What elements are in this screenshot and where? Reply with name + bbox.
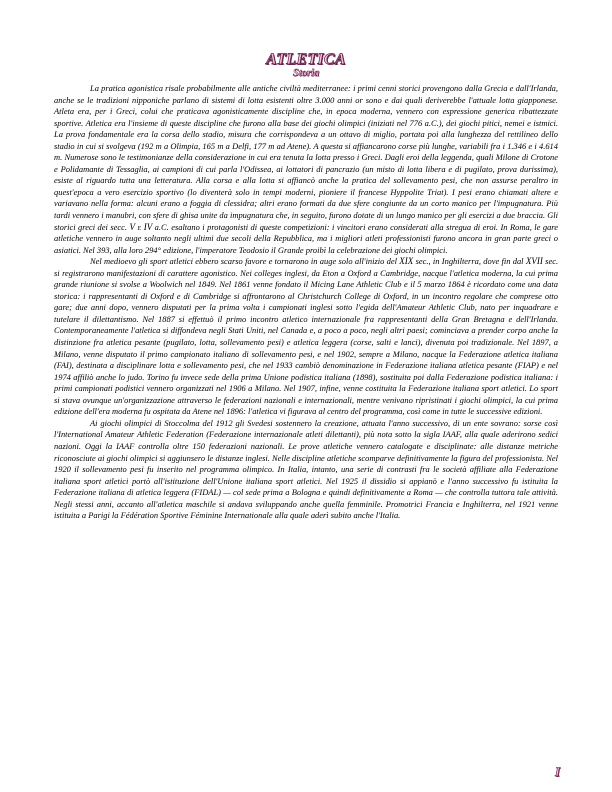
paragraph-text: Ai giochi olimpici di Stoccolma del 1912 gli Svedesi sostennero la creazione, attuata l'anno successivo, di un ente sovrano: sorse così l'International Amateur Athletic Federation (Federazione internazionale atleti dilettanti), più nota sotto la sigla IAAF, alla quale aderirono sedici nazioni. Oggi la IAAF controlla oltre 150 federazioni nazionali. Le prove atletiche vennero catalogate e disciplinate: alle distanze metriche riconosciute ai giochi olimpici si aggiunsero le distanze inglesi. Nelle discipline atletiche scomparve definitivamente la figura del professionista. Nel 1920 il sollevamento pesi fu inserito nel programma olimpico. In Italia, intanto, una serie di contrasti fra le società affiliate alla Federazione italiana sport atletici portò all'istituzione dell'Unione italiana sport atletici. Nel 1925 il dissidio si appianò e l'anno successivo fu istituita la Federazione italiana di atletica leggera (FIDAL) — col sede prima a Bologna e quindi definitivamente a Roma — che controlla tuttora tale attività. Negli stessi anni, accanto all'atletica maschile si andava sviluppando anche quella femminile. Promotrici Francia e Inghilterra, nel 1921 venne istituita a Parigi la Fédération Sportive Féminine Internationale alla quale aderì subito anche l'Italia. bbox=[54, 417, 558, 521]
page-title: ATLETICA bbox=[266, 51, 346, 68]
paragraph-text: La pratica agonistica risale probabilmente alle antiche civiltà mediterranee: i primi cenni storici provengono dalla Grecia e dall'Irlanda, anche se le tradizioni nipponiche parlano di sistemi di lotta esistenti oltre 3.000 anni or sono e dai quali deriverebbe l'attuale lotta giapponese. Atleta era, per i Greci, colui che praticava agonisticamente discipline che, in epoca moderna, vennero con espressione generica ribattezzate sportive. Atletica era l'insieme di queste discipline che furono alla base dei giochi olimpici (iniziati nel 776 a.C.), dei giochi pitici, nemei e istmici. La prova fondamentale era la corsa dello stadio, misura che corrispondeva a un ottavo di miglio, portata poi alla lunghezza del rettilineo dello stadio in cui si svolgeva (192 m a Olimpia, 165 m a Delfi, 177 m ad Atene). A questa si affiancarono corse più lunghe, variabili fra i 1.346 e i 4.614 m. Numerose sono le testimonianze della considerazione in cui era tenuta la lotta presso i Greci. Dagli eroi della leggenda, quali Milone di Crotone e Polidamante di Tessaglia, ai campioni di cui parla l'Odissea, ai lottatori di pancrazio (un misto di lotta libera e di pugilato, prova durissima), esiste al riguardo tutta una letteratura. Alla corsa e alla lotta si affiancò anche la pratica del sollevamento pesi, che non assurse peraltro in quest'epoca a vero esercizio sportivo (lo diventerà solo in tempi moderni, pioniere il francese Hyppolite Triat). I pesi erano chiamati altere e variavano nella forma: alcuni erano a foggia di clessidra; altri erano formati da due sfere congiunte da un corto manico per l'impugnatura. Più tardi vennero i manubri, con sfere di ghisa unite da impugnatura che, in seguito, furono dotate di un lungo manico per gli esercizi a due braccia. Gli storici greci dei secc. bbox=[54, 83, 558, 232]
paragraph-text: sec., in Inghilterra, dove fin dal bbox=[415, 256, 524, 267]
paragraph-federations bbox=[54, 418, 558, 522]
page-number: I bbox=[554, 764, 560, 779]
roman-numeral: XIX bbox=[399, 256, 414, 267]
document-page bbox=[54, 52, 558, 522]
roman-numeral: XVII bbox=[525, 256, 543, 267]
paragraph-text: a.C. esaltano i protagonisti di queste competizioni: i vincitori erano considerati alla stregua di eroi. In Roma, le gare atletiche vennero in auge soltanto negli ultimi due secoli della Repubblica, ma i migliori atleti professionisti furono ancora in gran parte greci o asiatici. Nel 393, alla loro 294° edizione, l'imperatore Teodosio il Grande proibì la celebrazione dei giochi olimpici. bbox=[54, 221, 559, 255]
page-subtitle: Storia bbox=[292, 68, 320, 79]
paragraph-text: Nel medioevo gli sport atletici ebbero scarso favore e tornarono in auge solo all'inizio del bbox=[90, 256, 397, 267]
paragraph-text: sec. si registrarono manifestazioni di carattere agonistico. Nei colleges inglesi, da Eton a Oxford a Cambridge, nacque l'atletica moderna, la cui prima grande riunione si svolse a Woolwich nel 1849. Nel 1861 venne fondato il Micing Lane Athletic Club e il 5 marzo 1864 è ricordato come una data storica: i rappresentanti di Oxford e di Cambridge si affrontarono al Christchurch College di Oxford, in un incontro regolare che comprese otto gare; due anni dopo, vennero disputati per la prima volta i campionati inglesi sotto l'egida dell'Amateur Athletic Club, nato per inquadrare e tutelare il dilettantismo. Nel 1887 si effettuò il primo incontro atletico internazionale fra rappresentanti della Gran Bretagna e dell'Irlanda. Contemporaneamente l'atletica si diffondeva negli Stati Uniti, nel Canada e, a poco a poco, negli altri paesi; cominciava a prender corpo anche la distinzione fra atletica pesante (pugilato, lotta, sollevamento pesi) e atletica leggera (corse, salti e lanci), divenuta poi tradizionale. Nel 1897, a Milano, venne disputato il primo campionato italiano di sollevamento pesi, e nel 1902, sempre a Milano, nacque la Federazione atletica italiana (FAI), destinata a disciplinare lotta e sollevamento pesi, che nel 1933 cambiò denominazione in Federazione italiana atletica pesante (FIAP) e nel 1974 affiliò anche lo judo. Torino fu invece sede della prima Unione podistica italiana (1898), sostituita poi dalla Federazione podistica italiana: i primi campionati podistici vennero organizzati nel 1906 a Milano. Nel 1907, infine, venne costituita la Federazione italiana sport atletici. Lo sport si stava ovunque un'organizzazione attraverso le federazioni nazionali e internazionali, mentre venivano ripristinati i giochi olimpici, la cui prima edizione dell'era moderna fu ospitata da Atene nel 1896: l'atletica vi figurava al centro del programma, così come in tutte le successive edizioni. bbox=[54, 256, 559, 417]
paragraph-modern-history bbox=[54, 256, 558, 418]
paragraph-ancient-history bbox=[54, 83, 558, 256]
roman-numeral: V e IV bbox=[129, 221, 153, 232]
